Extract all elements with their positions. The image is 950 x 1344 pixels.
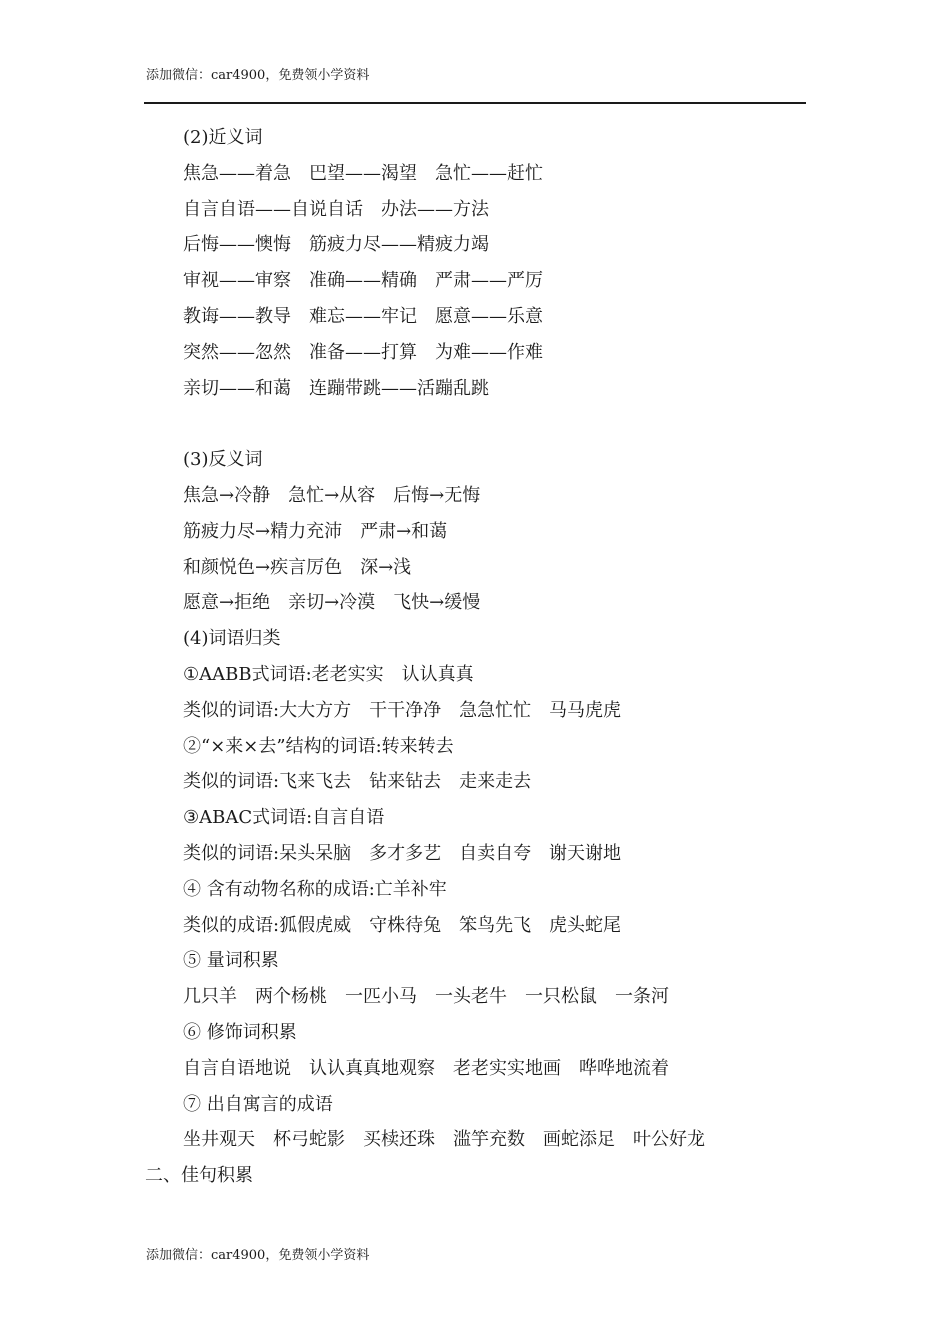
section-two-heading: 二、佳句积累: [145, 1165, 253, 1187]
classify-line: 坐井观天 杯弓蛇影 买椟还珠 滥竽充数 画蛇添足 叶公好龙: [183, 1129, 705, 1151]
page-header: 添加微信：car4900，免费领小学资料: [146, 68, 370, 83]
synonym-line: 自言自语——自说自话 办法——方法: [183, 198, 489, 220]
classify-line: 类似的词语:呆头呆脑 多才多艺 自卖自夸 谢天谢地: [183, 842, 622, 864]
header-divider: [144, 102, 806, 104]
synonyms-heading: (2)近义词: [183, 127, 263, 148]
classify-line: ④ 含有动物名称的成语:亡羊补牢: [183, 878, 447, 900]
synonym-line: 教诲——教导 难忘——牢记 愿意——乐意: [183, 305, 543, 327]
classify-line: ①AABB式词语:老老实实 认认真真: [183, 663, 474, 685]
antonym-line: 焦急→冷静 急忙→从容 后悔→无悔: [183, 484, 481, 506]
synonym-line: 后悔——懊悔 筋疲力尽——精疲力竭: [183, 234, 489, 256]
classify-heading: (4)词语归类: [183, 628, 281, 650]
synonym-line: 突然——忽然 准备——打算 为难——作难: [183, 341, 543, 363]
classify-line: 类似的成语:狐假虎威 守株待兔 笨鸟先飞 虎头蛇尾: [183, 914, 622, 936]
classify-line: ②“×来×去”结构的词语:转来转去: [183, 735, 454, 757]
classify-line: 类似的词语:大大方方 干干净净 急急忙忙 马马虎虎: [183, 699, 622, 721]
synonym-line: 审视——审察 准确——精确 严肃——严厉: [183, 270, 543, 292]
blank-line: [0, 406, 950, 442]
classify-line: 几只羊 两个杨桃 一匹小马 一头老牛 一只松鼠 一条河: [183, 986, 669, 1008]
classify-line: ⑦ 出自寓言的成语: [183, 1093, 333, 1115]
page-footer: 添加微信：car4900，免费领小学资料: [146, 1248, 370, 1263]
classify-line: ③ABAC式词语:自言自语: [183, 807, 385, 829]
antonym-line: 愿意→拒绝 亲切→冷漠 飞快→缓慢: [183, 592, 481, 614]
antonyms-heading: (3)反义词: [183, 449, 263, 471]
synonym-line: 焦急——着急 巴望——渴望 急忙——赶忙: [183, 162, 543, 184]
classify-line: 类似的词语:飞来飞去 钻来钻去 走来走去: [183, 771, 532, 793]
synonym-line: 亲切——和蔼 连蹦带跳——活蹦乱跳: [183, 377, 489, 399]
antonym-line: 筋疲力尽→精力充沛 严肃→和蔼: [183, 520, 448, 542]
page-content: [0, 120, 950, 1194]
classify-line: ⑤ 量词积累: [183, 950, 279, 972]
classify-line: ⑥ 修饰词积累: [183, 1021, 297, 1043]
classify-line: 自言自语地说 认认真真地观察 老老实实地画 哗哗地流着: [183, 1057, 669, 1079]
antonym-line: 和颜悦色→疾言厉色 深→浅: [183, 556, 412, 578]
